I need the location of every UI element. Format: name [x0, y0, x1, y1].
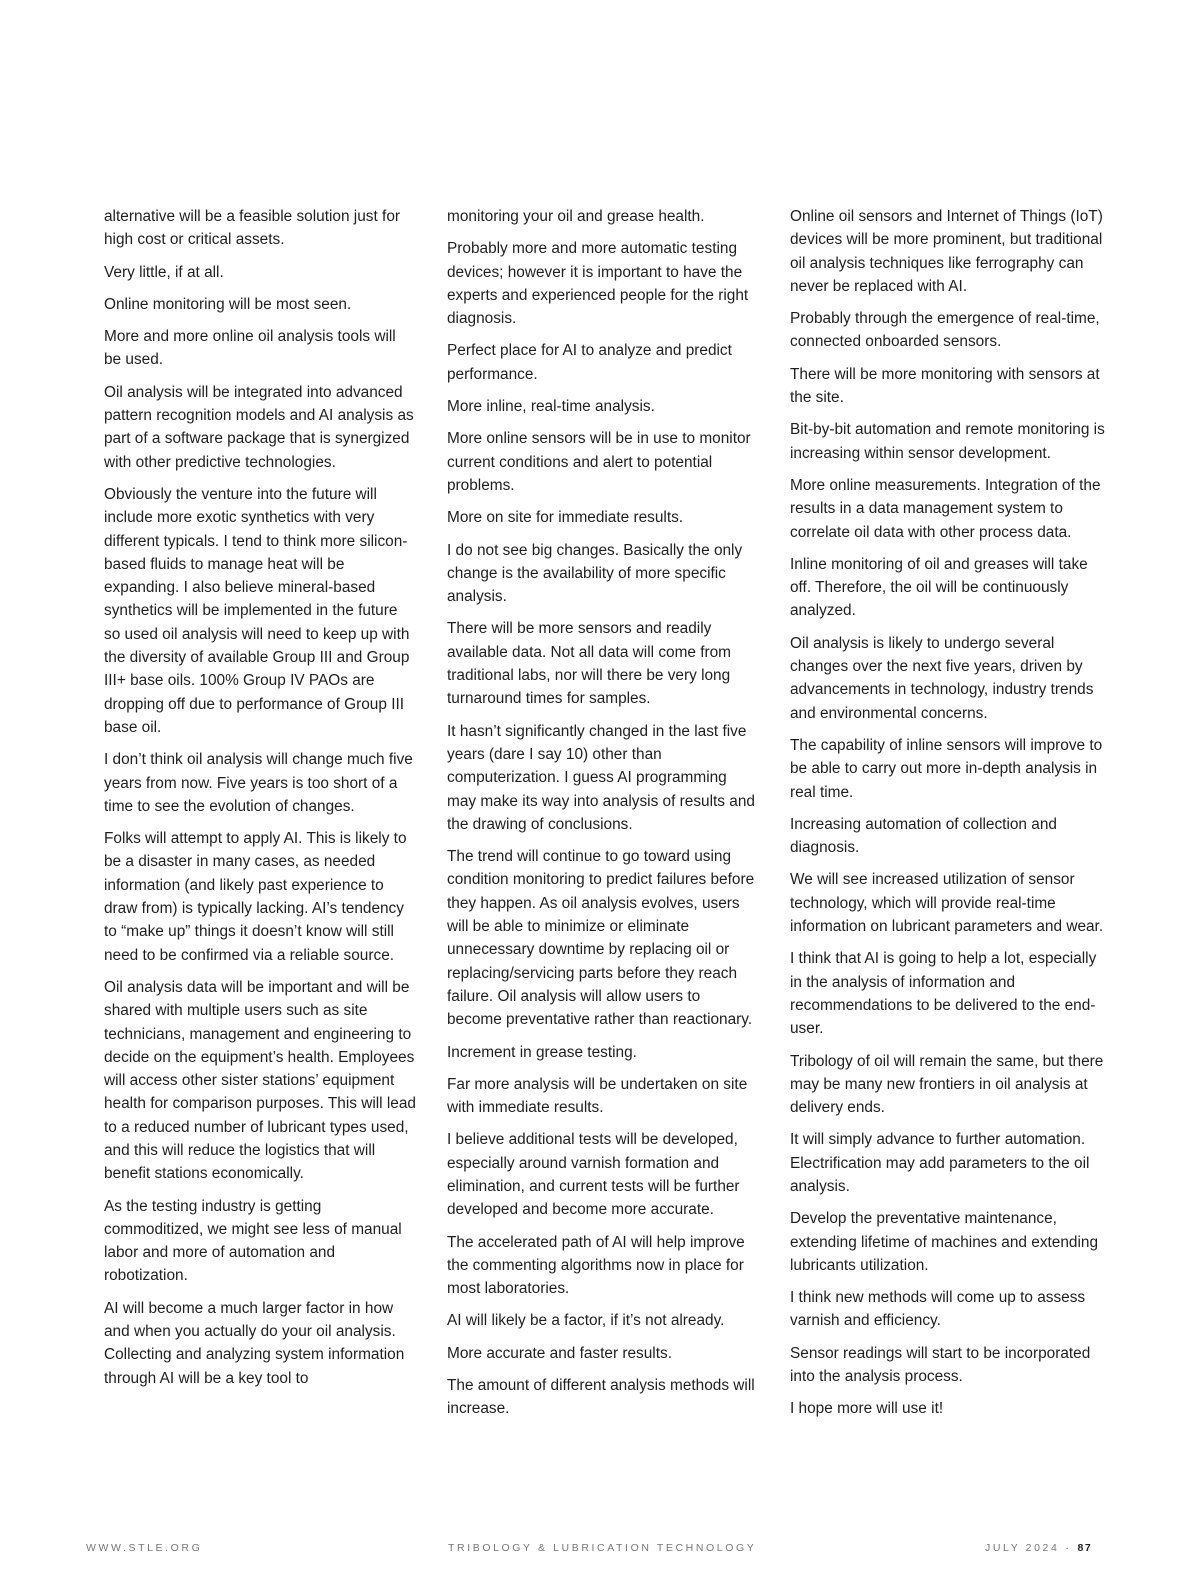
answer-paragraph: Oil analysis data will be important and will be shared with multiple users such as site technicians, management and engineering to decide on the equipment’s health. Employees will access other sister stations’ equipment health for comparison purposes. This will lead to a reduced number of lubricant types used, and this will reduce the logistics that will benefit stations economically. [104, 978, 416, 1183]
answer-paragraph: More online sensors will be in use to monitor current conditions and alert to potential problems. [447, 430, 751, 494]
text-column-3 [790, 205, 1110, 1430]
answer-paragraph: I hope more will use it! [790, 1400, 944, 1418]
answer-paragraph: Sensor readings will start to be incorporated into the analysis process. [790, 1344, 1091, 1386]
answer-paragraph: Far more analysis will be undertaken on site with immediate results. [447, 1075, 748, 1117]
answer-paragraph: Very little, if at all. [104, 263, 224, 281]
answer-paragraph: Tribology of oil will remain the same, but there may be many new frontiers in oil analysis at delivery ends. [790, 1052, 1104, 1117]
footer-issue-date: JULY 2024 [985, 1542, 1060, 1554]
answer-paragraph: Oil analysis is likely to undergo several changes over the next five years, driven by advancements in technology, industry trends and environmental concerns. [790, 634, 1094, 722]
answer-paragraph: Probably more and more automatic testing devices; however it is important to have the experts and experienced people for the right diagnosis. [447, 240, 749, 328]
footer-separator: · [1065, 1542, 1072, 1554]
answer-paragraph: There will be more monitoring with sensors at the site. [790, 365, 1100, 407]
answer-paragraph: AI will likely be a factor, if it’s not already. [447, 1312, 725, 1330]
answer-paragraph: There will be more sensors and readily available data. Not all data will come from traditional labs, nor will there be very long turnaround times for samples. [447, 620, 732, 708]
footer-website: WWW.STLE.ORG [86, 1542, 203, 1554]
answer-paragraph: The accelerated path of AI will help improve the commenting algorithms now in place for most laboratories. [447, 1233, 745, 1298]
answer-paragraph: Online oil sensors and Internet of Things (IoT) devices will be more prominent, but traditional oil analysis techniques like ferrography can never be replaced with AI. [790, 208, 1103, 295]
answer-paragraph: Online monitoring will be most seen. [104, 295, 352, 313]
answer-paragraph: The amount of different analysis methods will increase. [447, 1377, 755, 1418]
answer-paragraph: More on site for immediate results. [447, 509, 684, 527]
footer-publication-title: TRIBOLOGY & LUBRICATION TECHNOLOGY [448, 1542, 757, 1554]
answer-paragraph: More online measurements. Integration of the results in a data management system to correlate oil data with other process data. [790, 476, 1101, 541]
answer-paragraph: Develop the preventative maintenance, extending lifetime of machines and extending lubricants utilization. [790, 1210, 1099, 1274]
answer-paragraph: alternative will be a feasible solution just for high cost or critical assets. [104, 208, 400, 249]
page-number: 87 [1077, 1542, 1093, 1554]
answer-paragraph: monitoring your oil and grease health. [447, 208, 705, 225]
text-column-2 [447, 205, 759, 1430]
answer-paragraph: More accurate and faster results. [447, 1344, 672, 1362]
answer-paragraph: Perfect place for AI to analyze and predict performance. [447, 342, 732, 383]
answer-paragraph: I do not see big changes. Basically the only change is the availability of more specific analysis. [447, 541, 743, 606]
answer-paragraph: Increasing automation of collection and diagnosis. [790, 815, 1057, 857]
answer-paragraph: Probably through the emergence of real-time, connected onboarded sensors. [790, 310, 1100, 351]
answer-paragraph: Oil analysis will be integrated into advanced pattern recognition models and AI analysis as part of a software package that is synergized with other predictive technologies. [104, 383, 414, 471]
answer-paragraph: Bit-by-bit automation and remote monitoring is increasing within sensor development. [790, 421, 1105, 462]
answer-paragraph: We will see increased utilization of sensor technology, which will provide real-time information on lubricant parameters and wear. [790, 871, 1104, 936]
answer-paragraph: I think new methods will come up to assess varnish and efficiency. [790, 1289, 1086, 1330]
footer-issue-info [985, 1542, 1092, 1554]
answer-paragraph: I think that AI is going to help a lot, especially in the analysis of information and recommendations to be delivered to the end-user. [790, 950, 1097, 1038]
answer-paragraph: Obviously the venture into the future will include more exotic synthetics with very different typicals. I tend to think more silicon-based fluids to manage heat will be expanding. I also believe mineral-based synthetics will be implemented in the future so used oil analysis will need to keep up with the diversity of available Group III and Group III+ base oils. 100% Group IV PAOs are dropping off due to performance of Group III base oil. [104, 485, 410, 736]
answer-paragraph: It will simply advance to further automation. Electrification may add parameters to the oil analysis. [790, 1131, 1090, 1195]
answer-paragraph: Folks will attempt to apply AI. This is likely to be a disaster in many cases, as needed information (and likely past experience to draw from) is typically lacking. AI’s tendency to “make up” things it doesn’t know will still need to be confirmed via a reliable source. [104, 830, 407, 964]
answer-paragraph: I believe additional tests will be developed, especially around varnish formation and elimination, and current tests will be further developed and become more accurate. [447, 1131, 740, 1219]
answer-paragraph: More and more online oil analysis tools will be used. [104, 328, 396, 369]
answer-paragraph: More inline, real-time analysis. [447, 398, 655, 416]
answer-paragraph: Inline monitoring of oil and greases will take off. Therefore, the oil will be continuously analyzed. [790, 555, 1088, 620]
text-column-1 [104, 205, 416, 1399]
answer-paragraph: The trend will continue to go toward using condition monitoring to predict failures before they happen. As oil analysis evolves, users will be able to minimize or eliminate unnecessary downtime by replacing oil or replacing/servicing parts before they reach failure. Oil analysis will allow users to become preventative rather than reactionary. [447, 848, 755, 1029]
answer-paragraph: AI will become a much larger factor in how and when you actually do your oil analysis. Collecting and analyzing system information through AI will be a key tool to [104, 1299, 405, 1387]
answer-paragraph: The capability of inline sensors will improve to be able to carry out more in-depth analysis in real time. [790, 736, 1103, 801]
answer-paragraph: It hasn’t significantly changed in the last five years (dare I say 10) other than computerization. I guess AI programming may make its way into analysis of results and the drawing of conclusions. [447, 722, 755, 833]
answer-paragraph: Increment in grease testing. [447, 1043, 637, 1061]
answer-paragraph: I don’t think oil analysis will change much five years from now. Five years is too short of a time to see the evolution of changes. [104, 751, 413, 815]
answer-paragraph: As the testing industry is getting commoditized, we might see less of manual labor and more of automation and robotization. [104, 1197, 402, 1285]
